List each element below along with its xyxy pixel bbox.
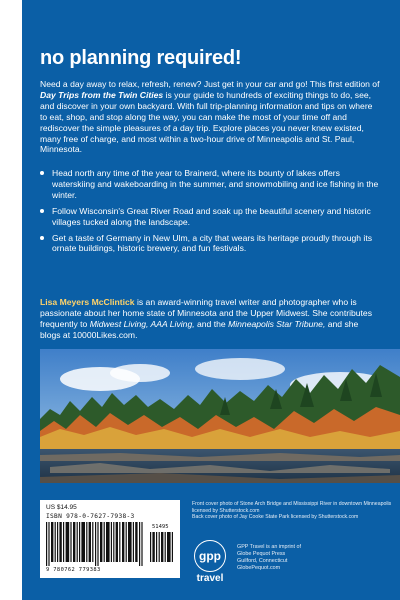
logo-travel-word: travel bbox=[196, 573, 224, 584]
isbn-label: ISBN 978-0-7627-7938-3 bbox=[46, 513, 135, 520]
list-item bbox=[40, 168, 380, 201]
intro-text-1: Need a day away to relax, refresh, renew? Just get in your car and go! This first edition of bbox=[40, 79, 380, 89]
imprint-line: GPP Travel is an imprint of bbox=[237, 544, 302, 550]
barcode-block bbox=[40, 500, 180, 578]
bullet-text: Follow Wisconsin's Great River Road and soak up the beautiful scenery and historic villages tucked along the landscape. bbox=[52, 205, 371, 227]
imprint-info bbox=[237, 544, 357, 572]
imprint-line: GlobePequot.com bbox=[237, 565, 281, 571]
price-label: US $14.95 bbox=[46, 504, 77, 511]
publisher-logo bbox=[190, 540, 230, 592]
author-text-2: and the bbox=[194, 318, 229, 329]
bullet-text: Get a taste of Germany in New Ulm, a city that wears its heritage proudly through its ornate buildings, historic brewery, and fun festivals. bbox=[52, 232, 373, 254]
book-title: Day Trips from the Twin Cities bbox=[40, 89, 164, 100]
author-text-3: and she blogs at 10000Likes.com. bbox=[40, 318, 359, 340]
barcode-addon: 51495 bbox=[152, 524, 169, 530]
publication-1: Midwest Living, AAA Living, bbox=[89, 318, 195, 329]
imprint-line: Guilford, Connecticut bbox=[237, 558, 288, 564]
barcode-number: 9 780762 779383 bbox=[46, 567, 101, 573]
bullet-icon bbox=[40, 209, 44, 213]
list-item bbox=[40, 206, 380, 228]
photo-credits bbox=[192, 501, 392, 521]
credit-line-1: Front cover photo of Stone Arch Bridge and Mississippi River in downtown Minneapolis licensed by Shutterstock.com bbox=[192, 501, 392, 514]
bullet-icon bbox=[40, 171, 44, 175]
bullet-icon bbox=[40, 236, 44, 240]
highlights-list bbox=[40, 168, 380, 259]
bullet-text: Head north any time of the year to Brainerd, where its bounty of lakes offers waterskiing and wakeboarding in the summer, and snowmobiling and ice fishing in the winter. bbox=[52, 168, 379, 200]
author-text-1: is an award-winning travel writer and photographer who is passionate about her home state of Minnesota and the Upper Midwest. She contributes frequently to bbox=[40, 297, 373, 329]
cover-photo bbox=[40, 349, 400, 483]
publication-2: Minneapolis Star Tribune, bbox=[228, 318, 326, 329]
headline: no planning required! bbox=[40, 47, 242, 69]
intro-paragraph bbox=[40, 79, 380, 155]
credit-line-2: Back cover photo of Jay Cooke State Park licensed by Shutterstock.com bbox=[192, 514, 359, 521]
list-item bbox=[40, 233, 380, 255]
author-name: Lisa Meyers McClintick bbox=[40, 297, 135, 307]
intro-text-2: is your guide to hundreds of exciting things to do, see, and discover in your own backyard. With full trip-planning information and tips on where to eat, shop, and stop along the way, you can make the most of your time off and rediscover the simple pleasures of a day trip. Explore places you never knew existed, many free of charge, and most within a two-hour drive of Minneapolis and St. Paul, Minnesota. bbox=[40, 89, 373, 155]
imprint-line: Globe Pequot Press bbox=[237, 551, 286, 557]
barcode-icon bbox=[46, 522, 176, 566]
gpp-logo-icon: gpp bbox=[194, 540, 226, 572]
author-bio bbox=[40, 297, 380, 341]
